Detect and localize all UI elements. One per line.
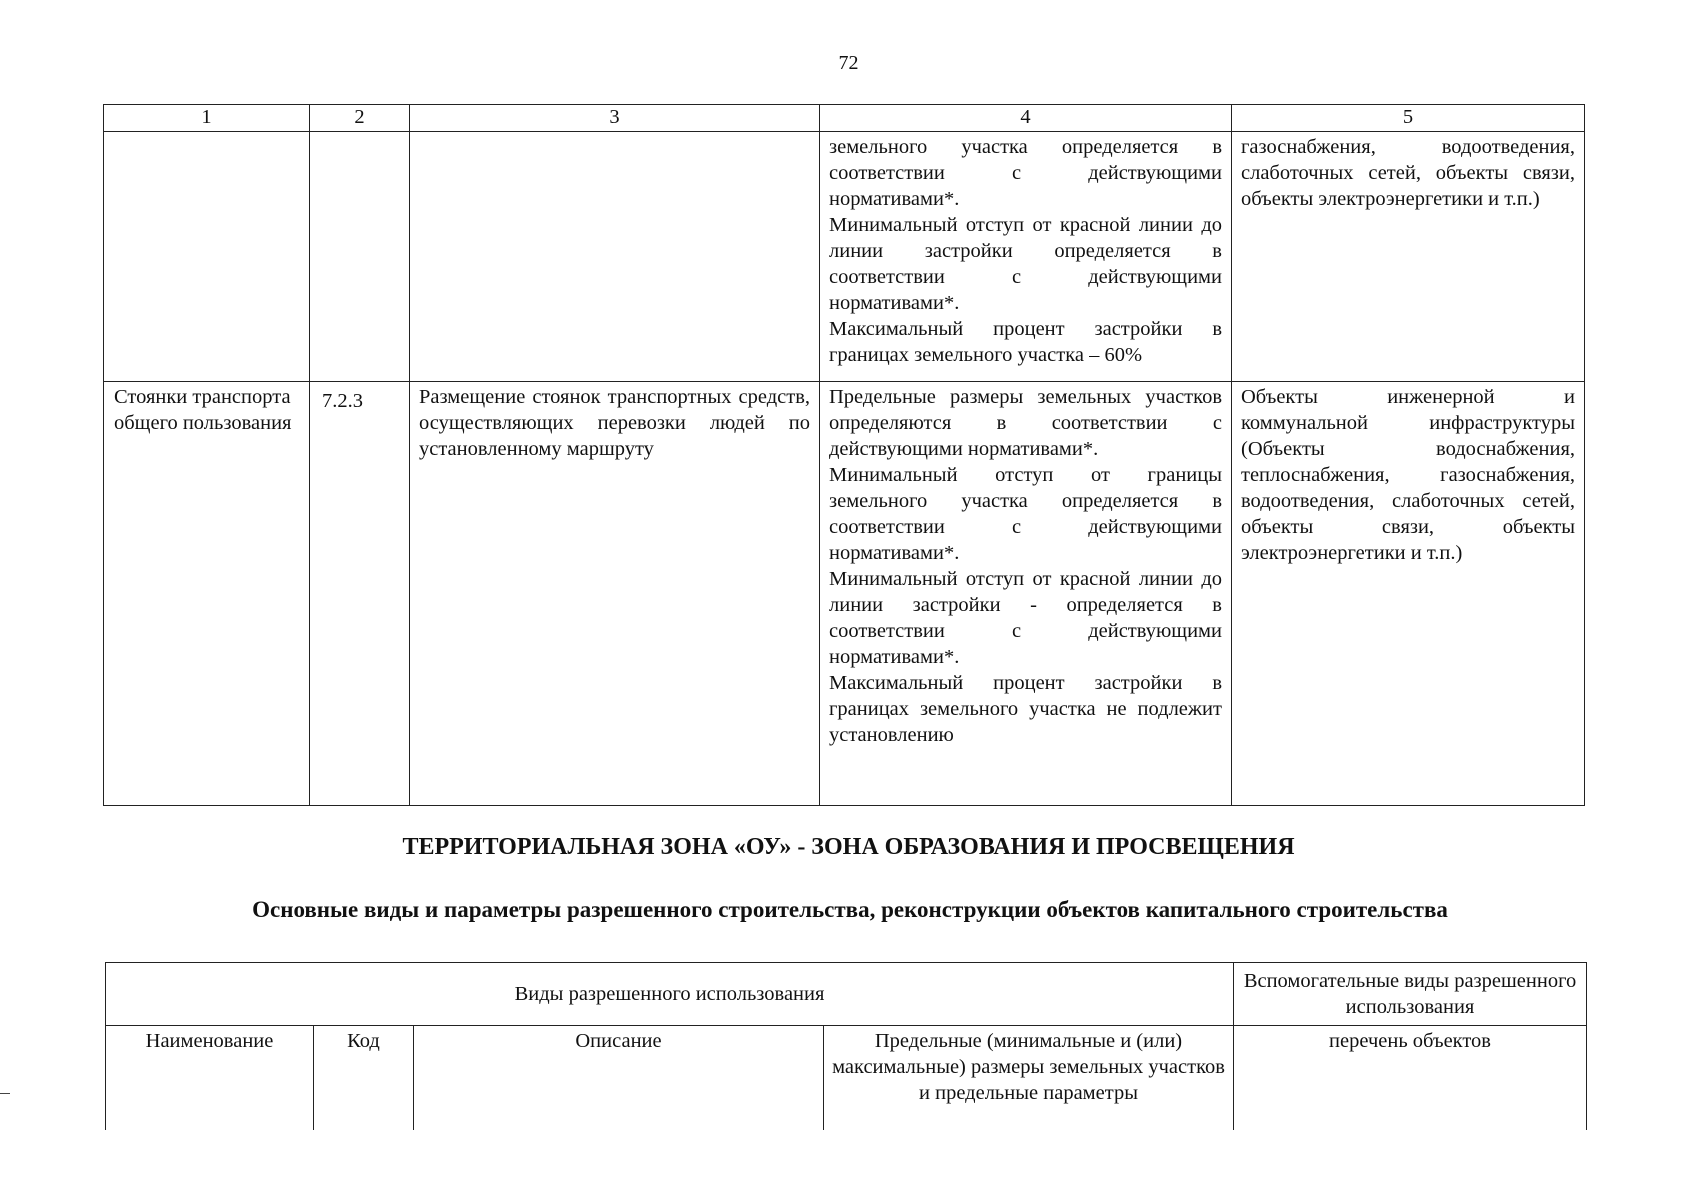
column-number: 1 [104,105,310,132]
parameter-text: Минимальный отступ от красной линии до линии застройки определяется в соответствии с действующими нормативами*. [829,214,1222,314]
column-number-row [104,105,1585,132]
name-cell: Стоянки транспорта общего пользования [104,382,310,806]
group-header-main: Виды разрешенного использования [106,963,1234,1026]
column-number: 5 [1232,105,1585,132]
code-cell: 7.2.3 [310,382,410,806]
parameter-text: Минимальный отступ от границы земельного участка определяется в соответствии с действующими нормативами*. [829,464,1222,564]
upper-table [103,104,1585,806]
group-header-aux: Вспомогательные виды разрешенного использования [1234,963,1587,1026]
page-number: 72 [838,52,859,74]
empty-cell [104,132,310,382]
table-row-continuation [104,132,1585,382]
column-number: 3 [410,105,820,132]
parameter-text: Минимальный отступ от красной линии до линии застройки - определяется в соответствии с действующими нормативами*. [829,568,1222,668]
section-title: ТЕРРИТОРИАЛЬНАЯ ЗОНА «ОУ» - ЗОНА ОБРАЗОВАНИЯ И ПРОСВЕЩЕНИЯ [402,834,1295,860]
table-row [104,382,1585,806]
column-header-description: Описание [414,1026,824,1131]
parameter-text: Максимальный процент застройки в границах земельного участка – 60% [829,318,1222,366]
parameter-text: земельного участка определяется в соответствии с действующими нормативами*. [829,136,1222,210]
column-header-name: Наименование [106,1026,314,1131]
column-number: 4 [820,105,1232,132]
parameter-text: Максимальный процент застройки в границах земельного участка не подлежит установлению [829,672,1222,746]
scan-margin-mark [0,1093,10,1094]
lower-table [105,962,1587,1130]
description-cell: Размещение стоянок транспортных средств, осуществляющих перевозки людей по установленному маршруту [410,382,820,806]
auxiliary-cell: газоснабжения, водоотведения, слаботочных сетей, объекты связи, объекты электроэнергетики и т.п.) [1232,132,1585,382]
column-header-code: Код [314,1026,414,1131]
auxiliary-cell: Объекты инженерной и коммунальной инфраструктуры (Объекты водоснабжения, теплоснабжения, газоснабжения, водоотведения, слаботочных сетей, объекты связи, объекты электроэнергетики и т.п.) [1232,382,1585,806]
section-subtitle: Основные виды и параметры разрешенного строительства, реконструкции объектов капитального строительства [252,897,1448,922]
column-number: 2 [310,105,410,132]
group-header-row [106,963,1587,1026]
column-header-params: Предельные (минимальные и (или) максимальные) размеры земельных участков и предельные параметры [824,1026,1234,1131]
parameters-cell [820,132,1232,382]
empty-cell [410,132,820,382]
column-header-row [106,1026,1587,1131]
empty-cell [310,132,410,382]
parameter-text: Предельные размеры земельных участков определяются в соответствии с действующими нормативами*. [829,386,1222,460]
parameters-cell [820,382,1232,806]
column-header-objects: перечень объектов [1234,1026,1587,1131]
